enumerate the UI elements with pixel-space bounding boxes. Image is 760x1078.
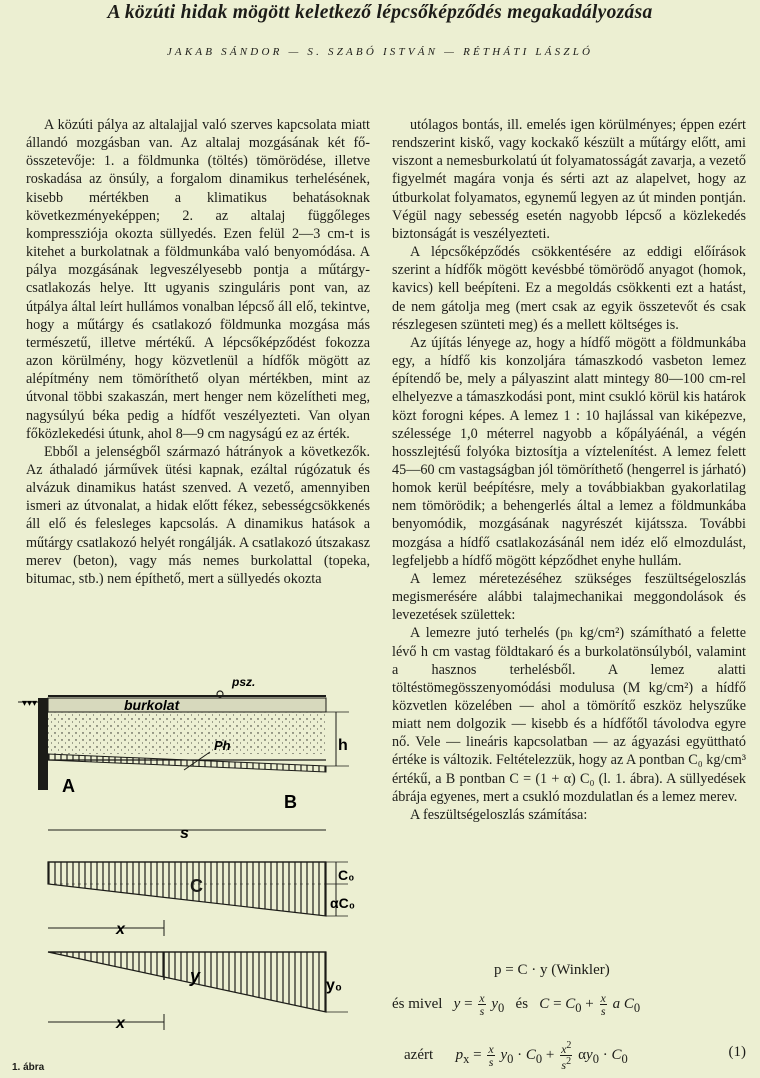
label-burkolat: burkolat — [124, 697, 180, 713]
right-paragraph-2: A lépcsőképződés csökkentésére az eddigi előírások szerint a hídfők mögött kevésbbé tömörödő anyagot (homok, kavics) kell beépíteni. Ez a megoldás csökkenti ezt a hatást, de nem gátolja meg (mert csak az egyik összetevőt és csak részlegesen szünteti meg) és a mellett költséges is. — [392, 244, 746, 333]
right-paragraph-1: utólagos bontás, ill. emelés igen körülményes; éppen ezért rendszerint kiskő, vagy kockakő készült a műtárgy előtt, ami viszont a nemesburkolatú út folyamatosságát zavarja, a vezető figyelmét magára vonja és sérti azt az alapelvet, hogy az útburkolat folyamatos, egynemű legyen az út minden pontján. Végül nagy sebesség esetén nagyobb lépcső a közlekedés biztonságát is veszélyezteti. — [392, 117, 746, 242]
figure-diagram — [4, 668, 372, 1068]
left-paragraph-1: A közúti pálya az altalajjal való szerves kapcsolata miatt állandó mozgásban van. Az altalaj mozgásának két fő-összetevője: 1. a földmunka (töltés) tömörödése, illetve roskadása az önsúly, a forgalom dinamikus terhelésének, kisebb mértékben a klimatikus behatásoknak következményeképpen; 2. az altalaj függőleges kompressziója okozta süllyedés. Ezen felül 2—3 cm-t is kitehet a burkolatnak a földmunkába való benyomódása. A pálya mozgásának legveszélyesebb pontja a műtárgy-csatlakozás helye. Itt ugyanis szinguláris pont van, az útpálya által leírt hullámos vonalban lépcső áll elő, tekintve, hogy a műtárgy és csatlakozó földmunka mozgása más természetű, illetve mértékű. A lépcsőképződést fokozza azon körülmény, hogy közvetlenül a hídfők mögött az alépítmény nem tömöríthető olyan mértékben, mint az útvonal többi szakaszán, mert henger nem közelítheti meg, nagysúlyú béka pedig a hídfőt veszélyezteti. Van olyan főközlekedési útunk, ahol 8—9 cm nagyságú ez az érték. — [26, 117, 370, 442]
label-c0: C₀ — [338, 867, 355, 883]
equation-2: és mivel y = $\frac{x}{s}$ $y_0$ és $C = C_0$ + $\frac{x}{s}$ a $C_0$ — [392, 991, 641, 1018]
label-psz: psz. — [232, 675, 256, 689]
label-y0: y₀ — [326, 977, 343, 994]
equation-winkler: p = C · y (Winkler) — [494, 962, 610, 978]
label-s: s — [180, 825, 189, 842]
right-column — [392, 116, 746, 824]
left-paragraph-2: Ebből a jelenségből származó hátrányok a következők. Az áthaladó járművek ütési kapnak, ezáltal rúgózatuk és alvázuk dinamikus hatást szenved. A vezető, amennyiben ismeri az útvonalat, a hidak előtt fékez, sebességcsökkenés áll elő és felesleges kapcsolás. A dinamikus hatások a műtárgy csatlakozó helyét rongálják. A csatlakozó útszakasz merev (beton), vagy más nemes burkolattal (topeka, bitumac, stb.) nem építhető, mert a süllyedés okozta — [26, 443, 370, 587]
article-authors: JAKAB SÁNDOR — S. SZABÓ ISTVÁN — RÉTHÁTI LÁSZLÓ — [166, 46, 594, 58]
right-paragraph-4: A lemez méretezéséhez szükséges feszültségeloszlás megismerésére alábbi talajmechanikai meggondolások és levezetések születtek: — [392, 570, 746, 624]
label-b: B — [284, 792, 297, 812]
label-c: C — [190, 876, 203, 896]
right-paragraph-6: A feszültségeloszlás számítása: — [410, 806, 588, 823]
right-paragraph-5: A lemezre jutó terhelés (pₕ kg/cm²) számítható a felette lévő h cm vastag földtakaró és a burkolatönsúlyból, valamint a hasznos terhelésből. A lemez alatti töltéstömegösszenyomódási modulusa (M kg/cm²) a hídfő közvetlen közelében — ahol a tömörítő eszköz helyszűke miatt nem dolgozik — kisebb és a hídfőtől távolodva egyre nő. Vele — lineáris kapcsolatban — az ágyazási együttható értéke is változik. Feltételezzük, hogy az A pontban C₀ kg/cm³ értékű, a B pontban C = (1 + α) C₀ (l. 1. ábra). A süllyedések ábrája egyenes, mert a csukló mozdulatlan és a lemez merev. — [392, 625, 746, 805]
text-azert: azért — [404, 1046, 434, 1063]
right-paragraph-3: Az újítás lényege az, hogy a hídfő mögött a földmunkába egy, a hídfő kis konzoljára támaszkodó vasbeton lemez építendő be, mely a pályaszint alatt mintegy 80—100 cm-rel elhelyezve a támaszkodási pont, mint csukló körül kis határok közt forogni képes. A lemez 1 : 10 hajlással van kiképezve, szélessége 1,0 méterrel nagyobb a kőpályáénál, a végén hosszlejtésű folyóka biztosítja a víztelenítést. A lemez felett 45—60 cm vastagságban jól tömöríthető (hengerrel is járható) homok kerül beépítésre, mely a továbbiakban gyakorlatilag nem tömörödik; a behengerlés által a lemez a földmunkába benyomódik, mozgásának nagyrészét kijátssza. További mozgása a hídfő csatlakozásánál nem idéz elő elmozdulást, legfeljebb a hídfő mögött képződhet enyhe hullám. — [392, 334, 746, 569]
label-alpha-c0: αC₀ — [330, 895, 356, 911]
text-es: és — [515, 995, 529, 1012]
label-ph: Ph — [214, 738, 231, 753]
label-a: A — [62, 776, 75, 796]
label-y: y — [190, 966, 201, 986]
label-x2: x — [116, 1015, 125, 1032]
label-h: h — [338, 737, 348, 754]
ground-mark: ▾▾▾ — [22, 698, 38, 709]
figure-caption: 1. ábra — [12, 1062, 45, 1073]
label-x1: x — [116, 921, 125, 938]
equation-number: (1) — [728, 1044, 746, 1060]
figure-1 — [4, 668, 372, 1078]
text-es-mivel: és mivel — [392, 995, 443, 1012]
left-column — [26, 116, 370, 588]
article-title: A közúti hidak mögött keletkező lépcsőképződés megakadályozása — [107, 2, 653, 23]
equation-1: azért $p_x$ = $\frac{x}{s}$ $y_0 \cdot C_0$ + $\frac{x^2}{s^2}$ $\alpha y_0 \cdot C_0$ — [404, 1040, 628, 1072]
abutment — [38, 698, 48, 790]
